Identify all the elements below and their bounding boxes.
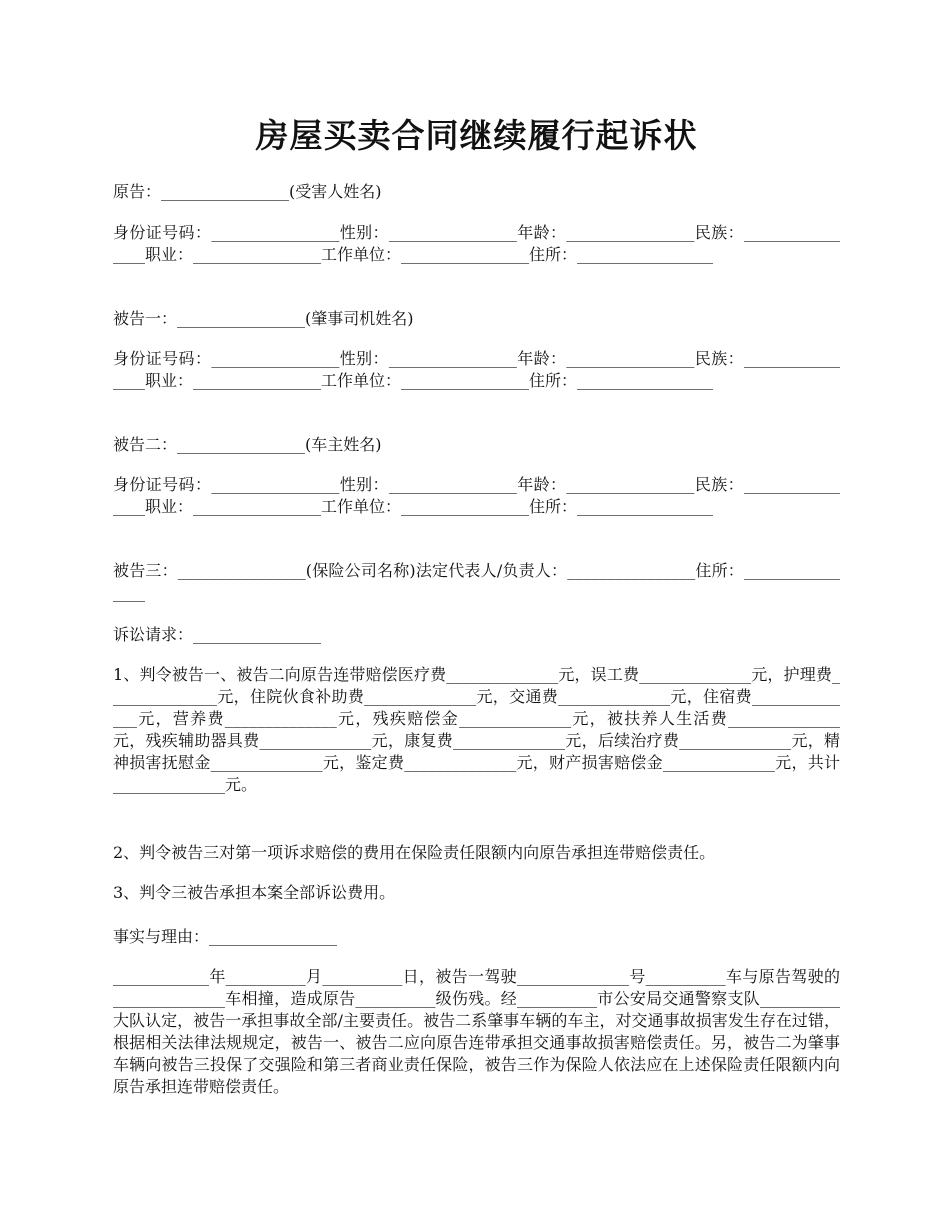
document-title: 房屋买卖合同继续履行起诉状 xyxy=(255,116,698,155)
claim-two: 2、判令被告三对第一项诉求赔偿的费用在保险责任限额内向原告承担连带赔偿责任。 xyxy=(113,843,716,862)
facts-heading: 事实与理由：________________ xyxy=(113,927,338,946)
defendant-two-details: 身份证号码：________________性别：________________年龄：________________民族：________________职业：________________工作单位：________________住所：_________________ xyxy=(113,475,840,516)
claim-three: 3、判令三被告承担本案全部诉讼费用。 xyxy=(113,883,396,902)
claim-one: 1、判令被告一、被告二向原告连带赔偿医疗费______________元，误工费______________元，护理费______________元，住院伙食补助费______________元，交通费______________元，住宿费______________元，营养费______________元，残疾赔偿金______________元，被扶养人生活费______________元，残疾辅助器具费______________元，康复费______________元，后续治疗费______________元，精神损害抚慰金______________元，鉴定费______________元，财产损害赔偿金______________元，共计______________元。 xyxy=(113,665,840,794)
defendant-three-line: 被告三：________________(保险公司名称)法定代表人/负责人：________________住所：________________ xyxy=(113,561,840,602)
facts-body: ____________年__________月__________日，被告一驾驶______________号__________车与原告驾驶的______________车相撞，造成原告__________级伤残。经__________市公安局交通警察支队__________大队认定，被告一承担事故全部/主要责任。被告二系肇事车辆的车主，对交通事故损害发生存在过错，根据相关法律法规规定，被告一、被告二应向原告连带承担交通事故损害赔偿责任。另，被告二为肇事车辆向被告三投保了交强险和第三者商业责任保险，被告三作为保险人依法应在上述保险责任限额内向原告承担连带赔偿责任。 xyxy=(113,967,840,1096)
claims-heading: 诉讼请求：________________ xyxy=(113,625,322,644)
defendant-one-details: 身份证号码：________________性别：________________年龄：________________民族：________________职业：________________工作单位：________________住所：_________________ xyxy=(113,349,840,390)
plaintiff-line: 原告：________________(受害人姓名) xyxy=(113,182,382,201)
defendant-two-line: 被告二：________________(车主姓名) xyxy=(113,435,382,454)
defendant-one-line: 被告一：________________(肇事司机姓名) xyxy=(113,309,414,328)
plaintiff-details: 身份证号码：________________性别：________________年龄：________________民族：________________职业：________________工作单位：________________住所：_________________ xyxy=(113,223,840,264)
